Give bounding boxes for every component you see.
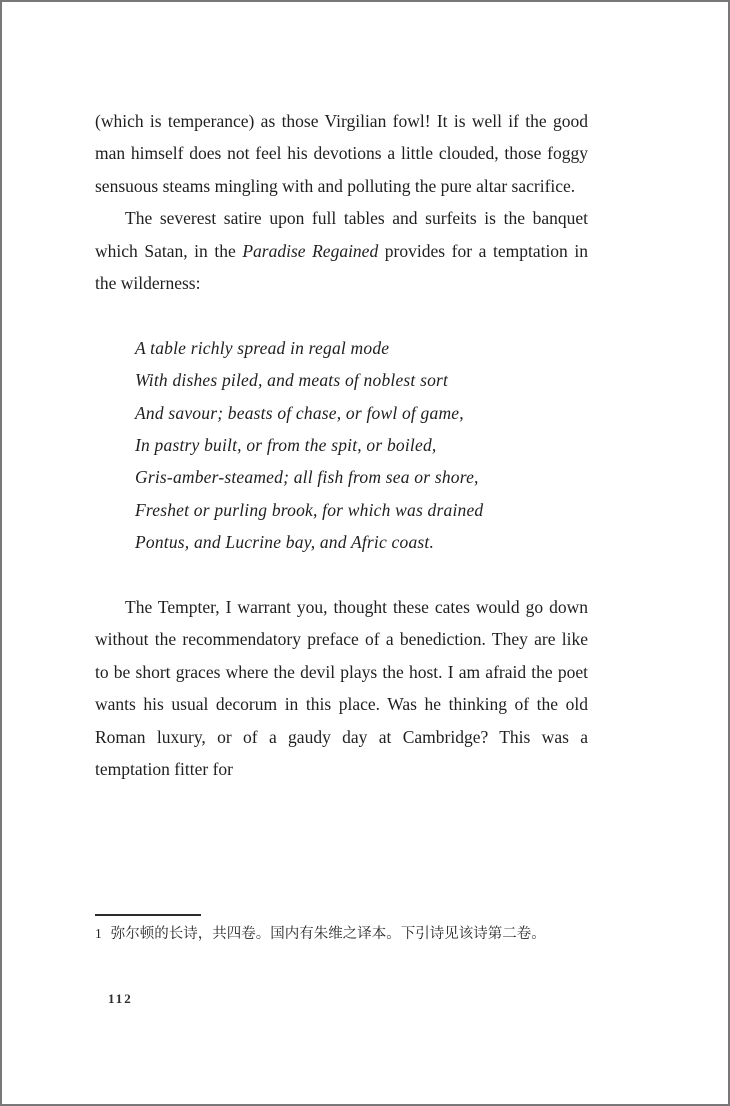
footnote-divider [95, 914, 201, 916]
verse-line: Pontus, and Lucrine bay, and Afric coast. [135, 532, 435, 553]
paragraph-1: (which is temperance) as those Virgilian fowl! It is well if the good man himself does not feel his devotions a little clouded, those foggy sensuous steams mingling with and polluting the pure altar sacrifice. [95, 111, 588, 196]
paragraph-2-before: The severest satire upon full tables and surfeits is the banquet which Satan, in the [95, 208, 588, 261]
book-title-italic: Paradise Regained [242, 240, 379, 261]
verse-line: A table richly spread in regal mode [135, 337, 390, 358]
verse-line: With dishes piled, and meats of noblest sort [135, 370, 449, 391]
verse-line: In pastry built, or from the spit, or boiled, [135, 435, 437, 456]
page-text-block [95, 105, 588, 786]
footnote [95, 923, 615, 945]
verse-line: Gris-amber-steamed; all fish from sea or shore, [135, 467, 479, 488]
paragraph-2-after: provides for a temptation in the wilderness: [95, 240, 588, 294]
paragraph-3: The Tempter, I warrant you, thought these cates would go down without the recommendatory preface of a benediction. They are like to be short graces where the devil plays the host. I am afraid the poet wants his usual decorum in this place. Was he thinking of the old Roman luxury, or of a gaudy day at Cambridge? This was a temptation fitter for [95, 597, 588, 780]
paragraph-2 [95, 202, 588, 299]
footnote-text: 弥尔顿的长诗，共四卷。国内有朱维之译本。下引诗见该诗第二卷。 [110, 926, 546, 942]
page-number: 112 [108, 991, 133, 1006]
verse-line: And savour; beasts of chase, or fowl of game, [135, 402, 464, 423]
verse-line: Freshet or purling brook, for which was drained [135, 499, 484, 520]
footnote-marker: 1 [95, 926, 102, 941]
verse-quotation [135, 332, 588, 559]
